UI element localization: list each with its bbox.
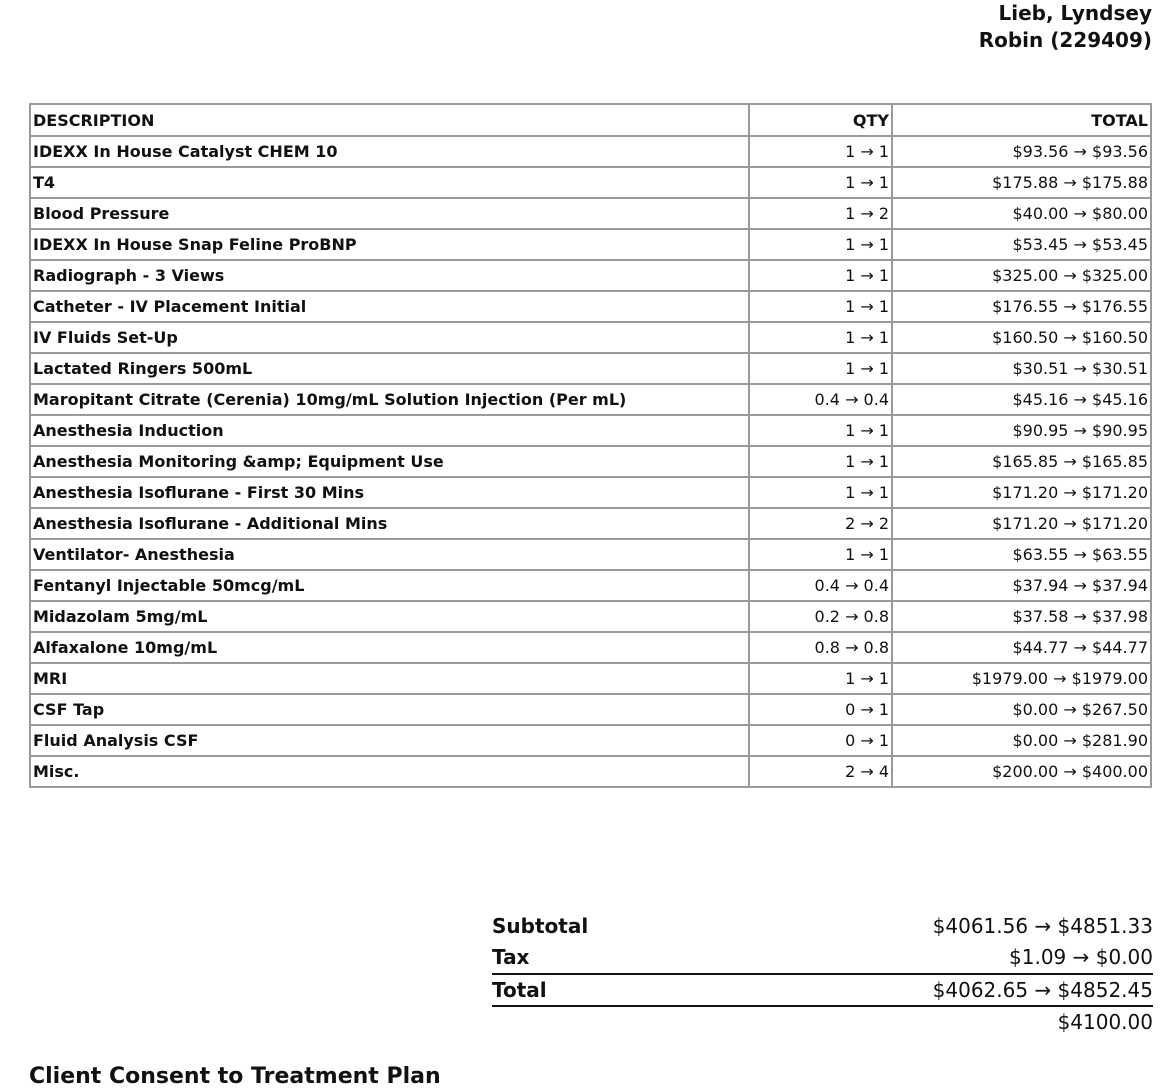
row-total: $40.00 → $80.00 <box>892 198 1151 229</box>
row-description: Ventilator- Anesthesia <box>30 539 749 570</box>
header-qty: QTY <box>749 104 892 136</box>
row-description: IDEXX In House Catalyst CHEM 10 <box>30 136 749 167</box>
row-qty: 2 → 4 <box>749 756 892 787</box>
row-description: Radiograph - 3 Views <box>30 260 749 291</box>
row-total: $90.95 → $90.95 <box>892 415 1151 446</box>
consent-heading: Client Consent to Treatment Plan <box>29 1064 441 1089</box>
row-description: Anesthesia Isoflurane - First 30 Mins <box>30 477 749 508</box>
row-qty: 1 → 1 <box>749 353 892 384</box>
tax-value: $1.09 → $0.00 <box>1009 945 1153 969</box>
row-qty: 1 → 2 <box>749 198 892 229</box>
row-total: $171.20 → $171.20 <box>892 508 1151 539</box>
table-row <box>30 167 1151 198</box>
final-value: $4100.00 <box>1057 1010 1153 1034</box>
row-qty: 1 → 1 <box>749 446 892 477</box>
row-total: $30.51 → $30.51 <box>892 353 1151 384</box>
client-name-line1: Lieb, Lyndsey <box>998 1 1152 25</box>
row-description: Lactated Ringers 500mL <box>30 353 749 384</box>
row-qty: 1 → 1 <box>749 477 892 508</box>
row-qty: 0.4 → 0.4 <box>749 384 892 415</box>
totals-block <box>492 911 1153 1038</box>
row-description: Fentanyl Injectable 50mcg/mL <box>30 570 749 601</box>
row-total: $165.85 → $165.85 <box>892 446 1151 477</box>
row-description: Maropitant Citrate (Cerenia) 10mg/mL Solution Injection (Per mL) <box>30 384 749 415</box>
header-total: TOTAL <box>892 104 1151 136</box>
row-description: Catheter - IV Placement Initial <box>30 291 749 322</box>
row-description: Misc. <box>30 756 749 787</box>
row-qty: 2 → 2 <box>749 508 892 539</box>
row-total: $171.20 → $171.20 <box>892 477 1151 508</box>
row-total: $325.00 → $325.00 <box>892 260 1151 291</box>
row-qty: 0.4 → 0.4 <box>749 570 892 601</box>
table-row <box>30 446 1151 477</box>
row-total: $0.00 → $281.90 <box>892 725 1151 756</box>
row-qty: 0 → 1 <box>749 725 892 756</box>
table-row <box>30 384 1151 415</box>
row-qty: 1 → 1 <box>749 663 892 694</box>
row-description: T4 <box>30 167 749 198</box>
row-total: $44.77 → $44.77 <box>892 632 1151 663</box>
total-label: Total <box>492 978 547 1002</box>
row-qty: 1 → 1 <box>749 539 892 570</box>
table-row <box>30 756 1151 787</box>
row-total: $200.00 → $400.00 <box>892 756 1151 787</box>
row-qty: 1 → 1 <box>749 136 892 167</box>
table-row <box>30 229 1151 260</box>
row-total: $1979.00 → $1979.00 <box>892 663 1151 694</box>
table-row <box>30 663 1151 694</box>
row-description: Anesthesia Induction <box>30 415 749 446</box>
row-description: Fluid Analysis CSF <box>30 725 749 756</box>
table-header-row <box>30 104 1151 136</box>
total-row <box>492 975 1153 1007</box>
row-description: CSF Tap <box>30 694 749 725</box>
row-description: Blood Pressure <box>30 198 749 229</box>
table-row <box>30 477 1151 508</box>
row-qty: 1 → 1 <box>749 291 892 322</box>
row-description: IDEXX In House Snap Feline ProBNP <box>30 229 749 260</box>
table-row <box>30 291 1151 322</box>
client-name-block <box>979 0 1152 54</box>
row-description: Anesthesia Isoflurane - Additional Mins <box>30 508 749 539</box>
table-row <box>30 601 1151 632</box>
row-description: IV Fluids Set-Up <box>30 322 749 353</box>
row-qty: 0.8 → 0.8 <box>749 632 892 663</box>
row-total: $175.88 → $175.88 <box>892 167 1151 198</box>
row-qty: 0 → 1 <box>749 694 892 725</box>
table-row <box>30 632 1151 663</box>
total-value: $4062.65 → $4852.45 <box>932 978 1153 1002</box>
tax-row <box>492 942 1153 975</box>
row-qty: 0.2 → 0.8 <box>749 601 892 632</box>
subtotal-label: Subtotal <box>492 914 589 938</box>
row-qty: 1 → 1 <box>749 229 892 260</box>
row-total: $160.50 → $160.50 <box>892 322 1151 353</box>
row-description: Midazolam 5mg/mL <box>30 601 749 632</box>
row-total: $37.58 → $37.98 <box>892 601 1151 632</box>
table-row <box>30 415 1151 446</box>
table-row <box>30 508 1151 539</box>
table-row <box>30 136 1151 167</box>
row-qty: 1 → 1 <box>749 167 892 198</box>
table-row <box>30 694 1151 725</box>
client-name-line2: Robin (229409) <box>978 28 1152 52</box>
row-description: Anesthesia Monitoring &amp; Equipment Use <box>30 446 749 477</box>
table-row <box>30 570 1151 601</box>
table-row <box>30 353 1151 384</box>
table-row <box>30 322 1151 353</box>
row-total: $37.94 → $37.94 <box>892 570 1151 601</box>
tax-label: Tax <box>492 945 530 969</box>
subtotal-value: $4061.56 → $4851.33 <box>932 914 1153 938</box>
row-total: $45.16 → $45.16 <box>892 384 1151 415</box>
row-total: $63.55 → $63.55 <box>892 539 1151 570</box>
row-description: MRI <box>30 663 749 694</box>
row-total: $0.00 → $267.50 <box>892 694 1151 725</box>
line-items-table <box>29 103 1152 788</box>
row-total: $93.56 → $93.56 <box>892 136 1151 167</box>
row-qty: 1 → 1 <box>749 260 892 291</box>
row-total: $176.55 → $176.55 <box>892 291 1151 322</box>
header-description: DESCRIPTION <box>30 104 749 136</box>
row-qty: 1 → 1 <box>749 415 892 446</box>
table-row <box>30 260 1151 291</box>
table-row <box>30 725 1151 756</box>
table-row <box>30 198 1151 229</box>
row-description: Alfaxalone 10mg/mL <box>30 632 749 663</box>
table-row <box>30 539 1151 570</box>
row-qty: 1 → 1 <box>749 322 892 353</box>
subtotal-row <box>492 911 1153 942</box>
row-total: $53.45 → $53.45 <box>892 229 1151 260</box>
